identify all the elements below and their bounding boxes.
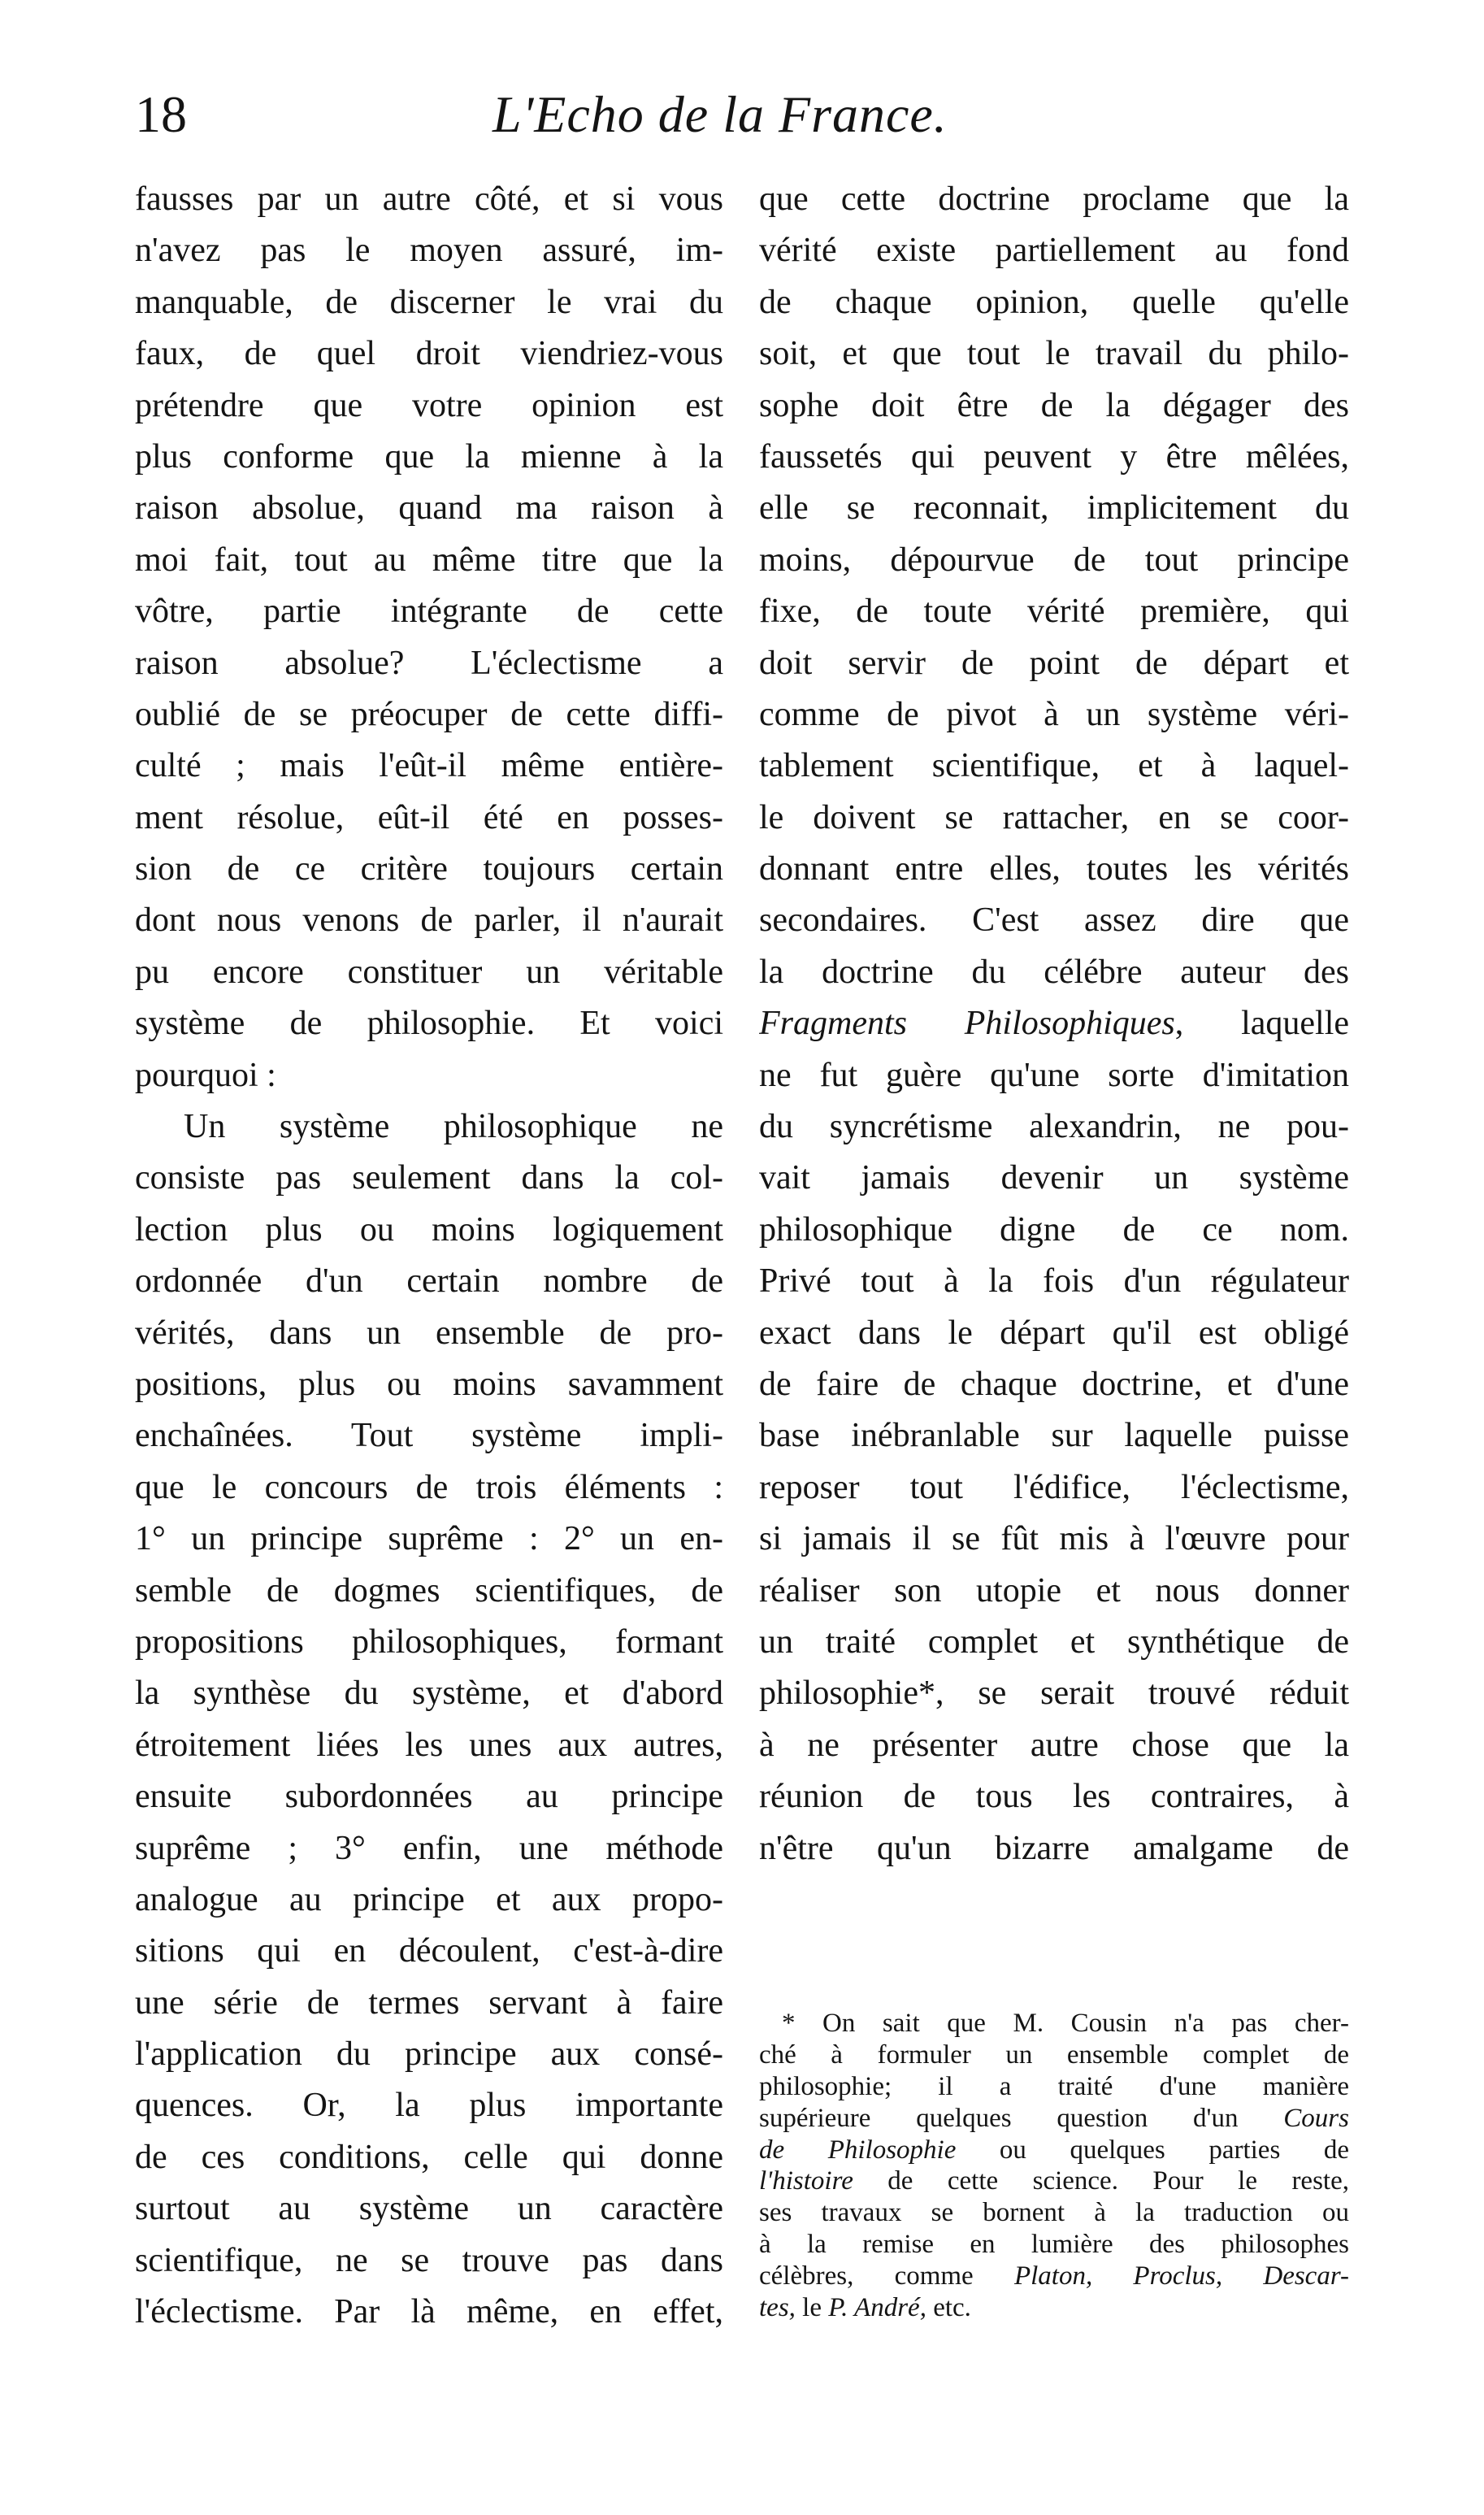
text-line: scientifique, ne se trouve pas dans (135, 2241, 723, 2279)
text-line: donnant entre elles, toutes les vérités (759, 850, 1349, 888)
text-line: vérités, dans un ensemble de pro- (135, 1314, 723, 1352)
footnote-line: à la remise en lumière des philosophes (759, 2230, 1349, 2260)
text-line: l'application du principe aux consé- (135, 2035, 723, 2074)
text-line: enchaînées. Tout système impli- (135, 1417, 723, 1455)
text-line: analogue au principe et aux propo- (135, 1880, 723, 1918)
text-fragment: etc. (926, 2293, 971, 2323)
text-line: comme de pivot à un système véri- (759, 695, 1349, 733)
text-line: n'être qu'un bizarre amalgame de (759, 1829, 1349, 1867)
text-line: propositions philosophiques, formant (135, 1622, 723, 1661)
italic-fragment: P. André, (828, 2293, 926, 2323)
text-line: l'éclectisme. Par là même, en effet, (135, 2293, 723, 2331)
text-line: suprême ; 3° enfin, une méthode (135, 1829, 723, 1867)
text-line: philosophie*, se serait trouvé réduit (759, 1674, 1349, 1713)
text-line: culté ; mais l'eût-il même entière- (135, 747, 723, 785)
text-line: ne fut guère qu'une sorte d'imitation (759, 1056, 1349, 1094)
text-line: manquable, de discerner le vrai du (135, 283, 723, 321)
footnote-line (759, 2103, 1349, 2135)
text-line: que cette doctrine proclame que la (759, 180, 1349, 218)
text-line: sitions qui en découlent, c'est-à-dire (135, 1932, 723, 1970)
text-line: plus conforme que la mienne à la (135, 437, 723, 476)
text-line: faux, de quel droit viendriez-vous (135, 335, 723, 373)
text-line: moins, dépourvue de tout principe (759, 541, 1349, 579)
italic-fragment: l'histoire (759, 2166, 853, 2196)
text-line: sion de ce critère toujours certain (135, 850, 723, 888)
text-line: de chaque opinion, quelle qu'elle (759, 283, 1349, 321)
text-line: étroitement liées les unes aux autres, (135, 1726, 723, 1764)
text-fragment: supérieure quelques question d'un (759, 2103, 1284, 2133)
text-line: Un système philosophique ne (184, 1108, 723, 1146)
text-line: pu encore constituer un véritable (135, 953, 723, 991)
text-line: faussetés qui peuvent y être mêlées, (759, 437, 1349, 476)
italic-fragment: tes, (759, 2293, 796, 2323)
text-line: prétendre que votre opinion est (135, 386, 723, 424)
footnote-line (759, 2165, 1349, 2197)
footnote-line (759, 2292, 1349, 2324)
text-line: n'avez pas le moyen assuré, im- (135, 232, 723, 270)
text-fragment: le (795, 2293, 829, 2323)
text-line: vérité existe partiellement au fond (759, 232, 1349, 270)
text-line: pourquoi : (135, 1056, 276, 1094)
page-header (135, 78, 1349, 151)
text-line: elle se reconnait, implicitement du (759, 489, 1349, 528)
text-line: sophe doit être de la dégager des (759, 386, 1349, 424)
text-fragment: célèbres, comme (759, 2261, 1014, 2291)
text-line: le doivent se rattacher, en se coor- (759, 798, 1349, 836)
text-line: de faire de chaque doctrine, et d'une (759, 1365, 1349, 1403)
footnote-line (759, 2135, 1349, 2166)
text-fragment: ou quelques parties de (956, 2135, 1349, 2165)
italic-fragment: Cours (1283, 2103, 1349, 2133)
footnote-line (759, 2261, 1349, 2292)
text-line: philosophique digne de ce nom. (759, 1210, 1349, 1249)
text-line: secondaires. C'est assez dire que (759, 901, 1349, 940)
footnote-line: * On sait que M. Cousin n'a pas cher- (782, 2009, 1349, 2038)
running-title: L'Echo de la France. (492, 85, 948, 143)
text-line: oublié de se préocuper de cette diffi- (135, 695, 723, 733)
page-number: 18 (135, 85, 187, 143)
text-line: quences. Or, la plus importante (135, 2087, 723, 2125)
footnote (759, 2008, 1349, 2324)
text-line: fixe, de toute vérité première, qui (759, 593, 1349, 631)
text-line: une série de termes servant à faire (135, 1983, 723, 2022)
text-line: exact dans le départ qu'il est obligé (759, 1314, 1349, 1352)
text-line: système de philosophie. Et voici (135, 1005, 723, 1043)
text-line: base inébranlable sur laquelle puisse (759, 1417, 1349, 1455)
left-column (135, 174, 723, 2338)
text-line: Privé tout à la fois d'un régulateur (759, 1262, 1349, 1301)
text-line: la doctrine du célébre auteur des (759, 953, 1349, 991)
text-line: ment résolue, eût-il été en posses- (135, 798, 723, 836)
text-line: dont nous venons de parler, il n'aurait (135, 901, 723, 940)
text-line: 1° un principe suprême : 2° un en- (135, 1520, 723, 1558)
text-line: fausses par un autre côté, et si vous (135, 180, 723, 218)
text-line: que le concours de trois éléments : (135, 1468, 723, 1506)
text-line: raison absolue? L'éclectisme a (135, 644, 723, 682)
text-line: doit servir de point de départ et (759, 644, 1349, 682)
italic-fragment: de Philosophie (759, 2135, 957, 2165)
text-fragment: de cette science. Pour le reste, (853, 2166, 1349, 2196)
text-line: consiste pas seulement dans la col- (135, 1159, 723, 1197)
text-line-with-italic-title (759, 998, 1349, 1049)
text-line: lection plus ou moins logiquement (135, 1210, 723, 1249)
text-line: si jamais il se fût mis à l'œuvre pour (759, 1520, 1349, 1558)
text-line: ensuite subordonnées au principe (135, 1778, 723, 1816)
text-fragment: , laquelle (1174, 1005, 1349, 1043)
text-line: la synthèse du système, et d'abord (135, 1674, 723, 1713)
text-line: positions, plus ou moins savamment (135, 1365, 723, 1403)
text-line: réunion de tous les contraires, à (759, 1778, 1349, 1816)
text-line: semble de dogmes scientifiques, de (135, 1571, 723, 1609)
text-line: tablement scientifique, et à laquel- (759, 747, 1349, 785)
text-line: reposer tout l'édifice, l'éclectisme, (759, 1468, 1349, 1506)
text-line: réaliser son utopie et nous donner (759, 1571, 1349, 1609)
text-line: moi fait, tout au même titre que la (135, 541, 723, 579)
text-line: du syncrétisme alexandrin, ne pou- (759, 1108, 1349, 1146)
footnote-line: philosophie; il a traité d'une manière (759, 2071, 1349, 2101)
text-line: de ces conditions, celle qui donne (135, 2138, 723, 2176)
right-column (759, 174, 1349, 1874)
text-line: raison absolue, quand ma raison à (135, 489, 723, 528)
italic-book-title: Fragments Philosophiques (759, 1005, 1175, 1043)
footnote-line: ses travaux se bornent à la traduction ou (759, 2198, 1349, 2228)
text-line: soit, et que tout le travail du philo- (759, 335, 1349, 373)
text-line: un traité complet et synthétique de (759, 1622, 1349, 1661)
footnote-line: ché à formuler un ensemble complet de (759, 2039, 1349, 2070)
text-line: ordonnée d'un certain nombre de (135, 1262, 723, 1301)
text-line: vôtre, partie intégrante de cette (135, 593, 723, 631)
italic-fragment: Platon, Proclus, Descar- (1013, 2261, 1349, 2291)
text-line: surtout au système un caractère (135, 2190, 723, 2228)
text-line: vait jamais devenir un système (759, 1159, 1349, 1197)
text-line: à ne présenter autre chose que la (759, 1726, 1349, 1764)
